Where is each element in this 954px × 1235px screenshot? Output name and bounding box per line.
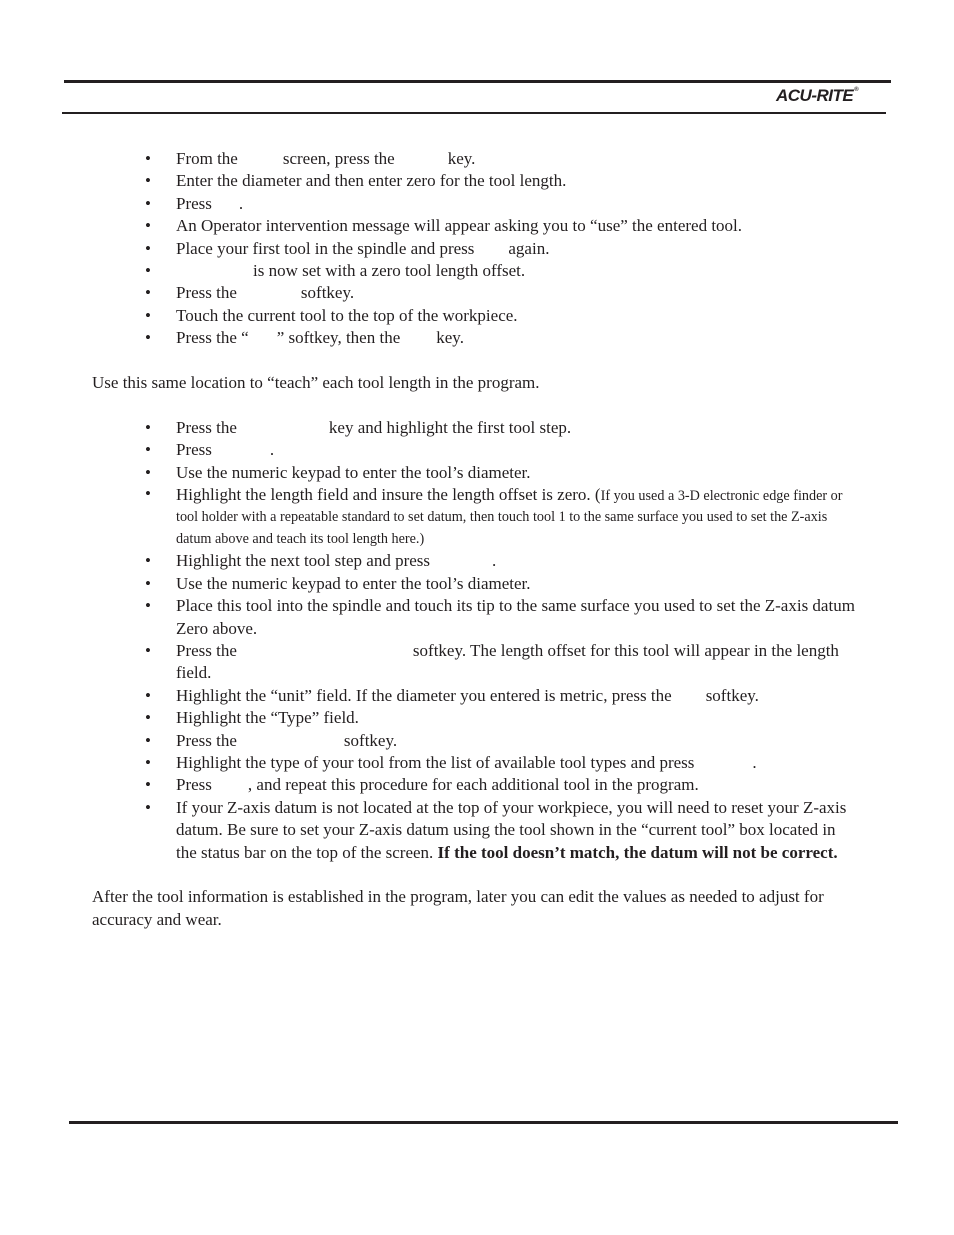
list-item: • Press the key and highlight the first tool step.: [145, 417, 572, 437]
list-item: • Press the “ ” softkey, then the key.: [145, 328, 464, 348]
list-item: • Highlight the next tool step and press .: [145, 551, 497, 571]
list-item: • Highlight the length field and insure the length offset is zero. (If you used a 3-D electronic edge finder or tool holder with a repeatable standard to set datum, then touch tool 1 to the same surface you used to set the Z-axis datum above and teach its tool length here.): [145, 484, 843, 547]
footer-rule: [69, 1121, 898, 1124]
list-item: • Highlight the “unit” field. If the diameter you entered is metric, press the softkey.: [145, 685, 759, 705]
list-item: • Press the softkey.: [145, 283, 355, 303]
list-item: • Press the softkey. The length offset for this tool will appear in the length field.: [145, 640, 839, 683]
setup-steps-list: [0, 148, 954, 350]
list-item: • Press the softkey.: [145, 730, 398, 750]
list-item: • is now set with a zero tool length offset.: [145, 261, 526, 281]
list-item: • Press , and repeat this procedure for each additional tool in the program.: [145, 775, 699, 795]
list-item: • Touch the current tool to the top of the workpiece.: [145, 305, 518, 325]
teach-steps-list: [0, 417, 954, 864]
list-item: • Place this tool into the spindle and touch its tip to the same surface you used to set the Z-axis datum Zero above.: [145, 596, 855, 638]
list-item: • Use the numeric keypad to enter the tool’s diameter.: [145, 573, 531, 593]
list-item: • An Operator intervention message will appear asking you to “use” the entered tool.: [145, 216, 743, 236]
header-rule-top: [64, 80, 891, 83]
acu-rite-logo: ACU-RITE®: [776, 86, 859, 105]
list-item: • Use the numeric keypad to enter the tool’s diameter.: [145, 462, 531, 482]
list-item: • Place your first tool in the spindle and press again.: [145, 238, 550, 258]
list-item: • Press .: [145, 193, 244, 213]
page-content: [0, 148, 954, 954]
list-item: • From the screen, press the key.: [145, 149, 476, 168]
paragraph: After the tool information is established in the program, later you can edit the values as needed to adjust for accuracy and wear.: [92, 887, 824, 929]
list-item: • Press .: [145, 440, 275, 460]
list-item: • If your Z-axis datum is not located at the top of your workpiece, you will need to reset your Z-axis datum. Be sure to set your Z-axis datum using the tool shown in the “current tool” box located in the status bar on the top of the screen. If the tool doesn’t match, the datum will not be correct.: [145, 797, 847, 862]
header-rule-bottom: [62, 112, 886, 114]
list-item: • Highlight the “Type” field.: [145, 708, 359, 728]
list-item: • Enter the diameter and then enter zero for the tool length.: [145, 171, 567, 191]
paragraph: Use this same location to “teach” each tool length in the program.: [92, 373, 540, 393]
list-item: • Highlight the type of your tool from the list of available tool types and press .: [145, 752, 757, 772]
